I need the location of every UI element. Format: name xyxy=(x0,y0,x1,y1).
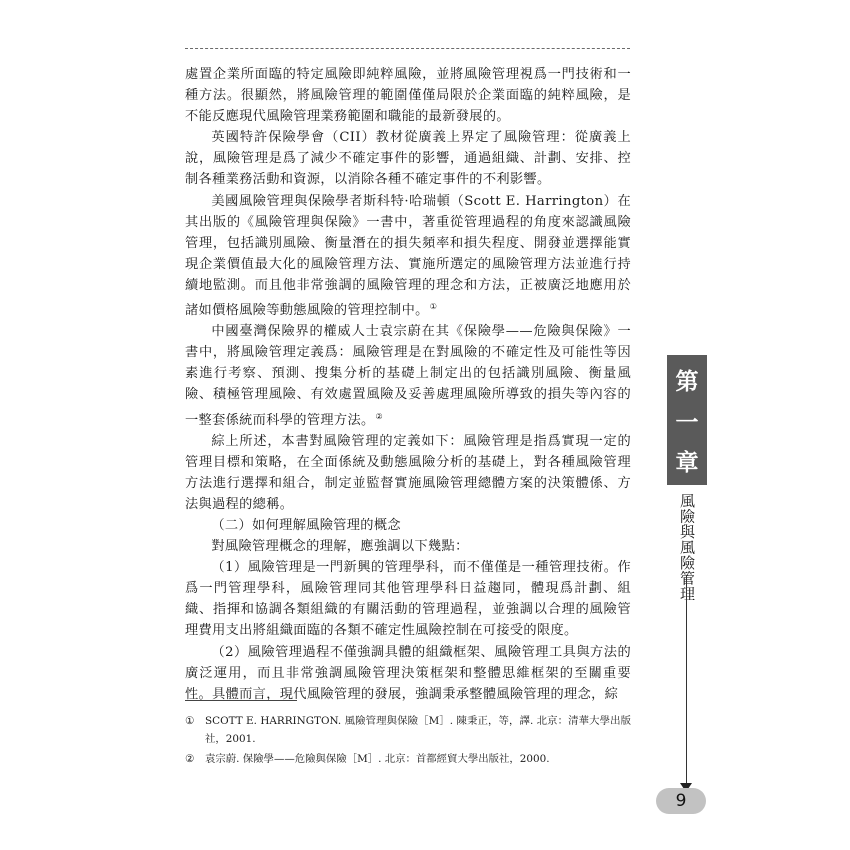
chapter-tab-char-1: 第 xyxy=(675,368,699,395)
paragraph-4-text: 中國臺灣保險界的權威人士袁宗蔚在其《保險學——危險與保險》一書中，將風險管理定義爲：風險管理是在對風險的不確定性及可能性等因素進行考察、預測、搜集分析的基礎上制定出的包括識別風險、衡量風險、積極管理風險、有效處置風險及妥善處理風險所導致的損失等內容的一整套係統而科學的管理方法。 xyxy=(185,324,631,428)
section-subheading-text: （二）如何理解風險管理的概念 xyxy=(211,517,401,533)
paragraph-5-text: 綜上所述，本書對風險管理的定義如下：風險管理是指爲實現一定的管理目標和策略，在全面係統及動態風險分析的基礎上，對各種風險管理方法進行選擇和組合，制定並監督實施風險管理總體方案的決策體係、方法與過程的總稱。 xyxy=(185,433,631,512)
paragraph-3-text: 美國風險管理與保險學者斯科特·哈瑞頓（Scott E. Harrington）在其出版的《風險管理與保險》一書中，著重從管理過程的角度來認識風險管理，包括識別風險、衡量潛在的損失頻率和損失程度、開發並選擇能實現企業價值最大化的風險管理方法、實施所選定的風險管理方法並進行持續地監測。而且他非常強調的風險管理的理念和方法，正被廣泛地應用於諸如價格風險等動態風險的管理控制中。 xyxy=(185,193,631,319)
side-vertical-line xyxy=(686,575,687,785)
footnote-divider xyxy=(185,700,297,701)
footnote-1-marker: ① xyxy=(185,715,195,727)
footnote-1 xyxy=(185,713,631,748)
main-body-text xyxy=(185,64,631,705)
page-number: 9 xyxy=(675,791,687,811)
footnote-2 xyxy=(185,751,631,769)
paragraph-1-text: 處置企業所面臨的特定風險即純粹風險，並將風險管理視爲一門技術和一種方法。很顯然，將風險管理的範圍僅僅局限於企業面臨的純粹風險，是不能反應現代風險管理業務範圍和職能的最新發展的。 xyxy=(185,67,631,125)
paragraph-9-text: （2）風險管理過程不僅強調具體的組織框架、風險管理工具與方法的廣泛運用，而且非常強調風險管理決策框架和整體思維框架的至關重要性。具體而言，現代風險管理的發展，強調秉承整體風險管理的理念，綜 xyxy=(185,644,631,702)
paragraph-7 xyxy=(185,536,631,557)
header-dashed-rule xyxy=(185,48,630,49)
chapter-tab-char-2: 一 xyxy=(675,409,699,436)
chapter-tab xyxy=(667,355,707,485)
paragraph-8 xyxy=(185,557,631,641)
footnote-1-text: SCOTT E. HARRINGTON. 風險管理與保險［M］. 陳秉正，等，譯. 北京：清華大學出版社，2001. xyxy=(205,715,631,745)
footnote-ref-1[interactable]: ① xyxy=(429,302,438,312)
section-subheading xyxy=(185,515,631,536)
paragraph-3 xyxy=(185,191,631,322)
paragraph-2 xyxy=(185,127,631,190)
footnotes xyxy=(185,713,631,772)
footnote-2-marker: ② xyxy=(185,753,195,765)
chapter-title-vertical: 風險與風險管理 xyxy=(678,493,696,602)
paragraph-2-text: 英國特許保險學會（CII）教材從廣義上界定了風險管理：從廣義上說，風險管理是爲了減少不確定事件的影響，通過組織、計劃、安排、控制各種業務活動和資源，以消除各種不確定事件的不利影響。 xyxy=(185,130,631,188)
footnote-ref-2[interactable]: ② xyxy=(375,411,384,421)
paragraph-9 xyxy=(185,642,631,705)
footnote-2-text: 袁宗蔚. 保險學——危險與保險［M］. 北京：首都經貿大學出版社，2000. xyxy=(205,753,550,765)
paragraph-1 xyxy=(185,64,631,127)
paragraph-4 xyxy=(185,321,631,430)
page-number-badge xyxy=(656,788,706,814)
paragraph-7-text: 對風險管理概念的理解，應強調以下幾點： xyxy=(211,539,469,555)
chapter-tab-char-3: 章 xyxy=(675,450,699,477)
paragraph-5 xyxy=(185,431,631,515)
paragraph-8-text: （1）風險管理是一門新興的管理學科，而不僅僅是一種管理技術。作爲一門管理學科，風險管理同其他管理學科日益趨同，體現爲計劃、組織、指揮和協調各類組織的有關活動的管理過程，並強調以合理的風險管理費用支出將組織面臨的各類不確定性風險控制在可接受的限度。 xyxy=(185,560,631,639)
